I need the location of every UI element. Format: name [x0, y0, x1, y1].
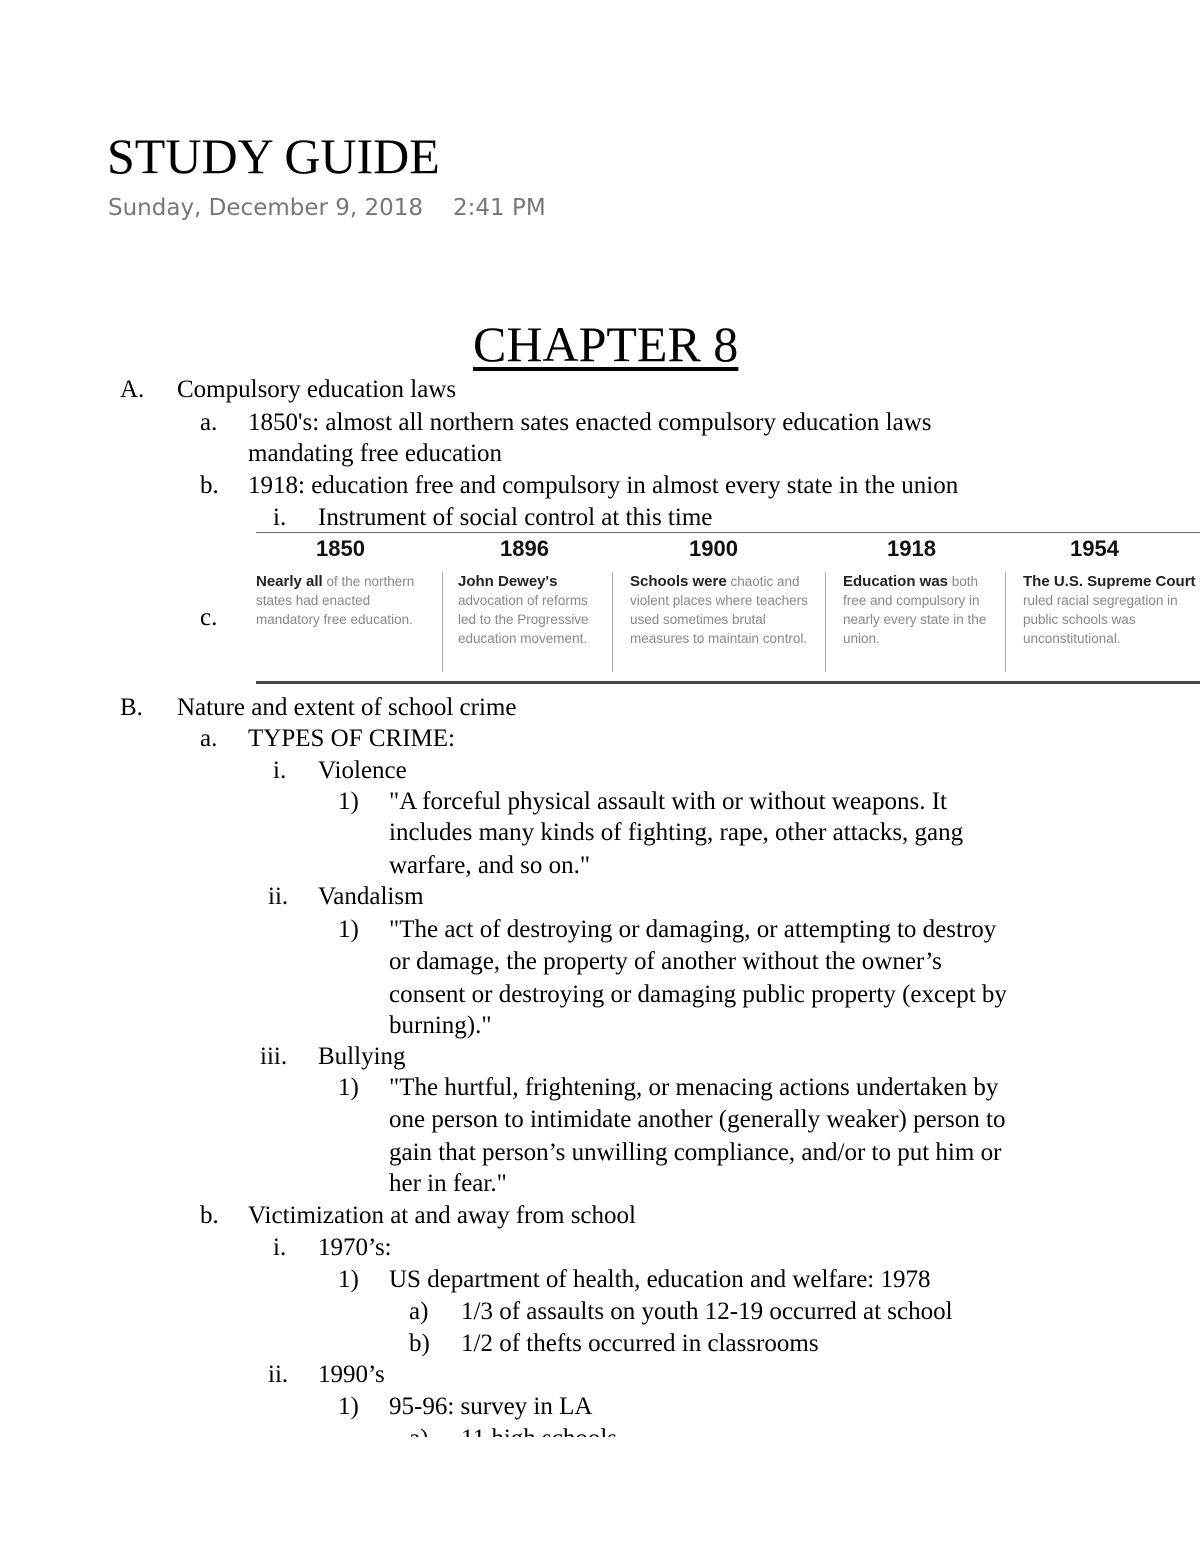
- list-item-text: TYPES OF CRIME:: [248, 725, 455, 752]
- list-marker: 1): [338, 788, 359, 815]
- list-marker: a): [409, 1298, 429, 1325]
- timeline-year: 1954: [1070, 536, 1119, 561]
- list-item-text: burning).": [389, 1012, 492, 1039]
- list-item-text: Vandalism: [318, 883, 424, 910]
- timeline-year: 1896: [500, 536, 549, 561]
- list-marker: i.: [273, 757, 287, 784]
- list-item-text: 1/3 of assaults on youth 12-19 occurred at school: [461, 1298, 953, 1325]
- timeline-entry: The U.S. Supreme Court ruled racial segregation in public schools was unconstitutional.: [1023, 573, 1196, 646]
- section-b-heading: Nature and extent of school crime: [177, 694, 517, 721]
- list-item-text: one person to intimidate another (generally weaker) person to: [389, 1106, 1006, 1133]
- timeline-divider: [1005, 572, 1006, 672]
- list-item-text: Instrument of social control at this time: [318, 504, 713, 531]
- list-marker: b.: [200, 472, 219, 499]
- list-item-text: her in fear.": [389, 1170, 507, 1197]
- list-marker: c.: [200, 604, 218, 631]
- note-date: Sunday, December 9, 2018: [108, 195, 424, 221]
- page-cutoff: [0, 1437, 1200, 1553]
- timeline-divider: [612, 572, 613, 672]
- list-marker: 1): [338, 1266, 359, 1293]
- list-item-text: "A forceful physical assault with or without weapons. It: [389, 788, 948, 815]
- timeline-year: 1850: [316, 536, 365, 561]
- timeline-entry: John Dewey's advocation of reforms led to the Progressive education movement.: [458, 573, 589, 646]
- list-marker: b): [409, 1330, 430, 1357]
- list-marker: 1): [338, 1393, 359, 1420]
- list-marker: a.: [200, 725, 218, 752]
- list-item-text: Violence: [318, 757, 407, 784]
- list-marker: i.: [273, 1234, 287, 1261]
- chapter-heading: CHAPTER 8: [473, 316, 739, 372]
- list-item-text: 1918: education free and compulsory in almost every state in the union: [248, 472, 959, 499]
- timeline-top-rule: [256, 532, 1200, 533]
- list-marker: b.: [200, 1202, 219, 1229]
- list-item-text: warfare, and so on.": [389, 852, 591, 879]
- list-item-text: 1/2 of thefts occurred in classrooms: [461, 1330, 819, 1357]
- timeline-entry: Schools were chaotic and violent places where teachers used sometimes brutal measures to maintain control.: [630, 573, 808, 646]
- timeline-year: 1918: [887, 536, 936, 561]
- timeline-bottom-rule: [256, 681, 1200, 684]
- list-item-text: or damage, the property of another without the owner’s: [389, 948, 942, 975]
- list-item-text: 95-96: survey in LA: [389, 1393, 593, 1420]
- list-marker-B: B.: [120, 694, 143, 721]
- list-item-text: mandating free education: [248, 440, 503, 467]
- list-marker: 1): [338, 916, 359, 943]
- note-time: 2:41 PM: [453, 195, 546, 221]
- list-item-text: consent or destroying or damaging public property (except by: [389, 981, 1007, 1008]
- list-item-text: 1970’s:: [318, 1234, 392, 1261]
- list-item-text: gain that person’s unwilling compliance, and/or to put him or: [389, 1139, 1002, 1166]
- timeline-entry: Education was both free and compulsory in nearly every state in the union.: [843, 573, 987, 646]
- timeline-year: 1900: [689, 536, 738, 561]
- list-marker: ii.: [268, 1361, 289, 1388]
- list-item-text: Victimization at and away from school: [248, 1202, 636, 1229]
- list-item-text: "The hurtful, frightening, or menacing actions undertaken by: [389, 1074, 999, 1101]
- list-marker: 1): [338, 1074, 359, 1101]
- list-marker: i.: [273, 504, 287, 531]
- timeline-divider: [825, 572, 826, 672]
- list-item-text: includes many kinds of fighting, rape, other attacks, gang: [389, 819, 964, 846]
- timeline-divider: [442, 572, 443, 672]
- list-marker-A: A.: [120, 376, 145, 403]
- timeline-entry: Nearly all of the northern states had enacted mandatory free education.: [256, 573, 415, 627]
- list-marker: ii.: [268, 883, 289, 910]
- page-title: STUDY GUIDE: [107, 128, 440, 184]
- list-marker: iii.: [260, 1043, 288, 1070]
- list-marker: a.: [200, 409, 218, 436]
- section-a-heading: Compulsory education laws: [177, 376, 457, 403]
- list-item-text: Bullying: [318, 1043, 406, 1070]
- list-item-text: "The act of destroying or damaging, or attempting to destroy: [389, 916, 997, 943]
- list-item-text: 1990’s: [318, 1361, 385, 1388]
- list-item-text: 1850's: almost all northern sates enacted compulsory education laws: [248, 409, 932, 436]
- list-item-text: US department of health, education and welfare: 1978: [389, 1266, 931, 1293]
